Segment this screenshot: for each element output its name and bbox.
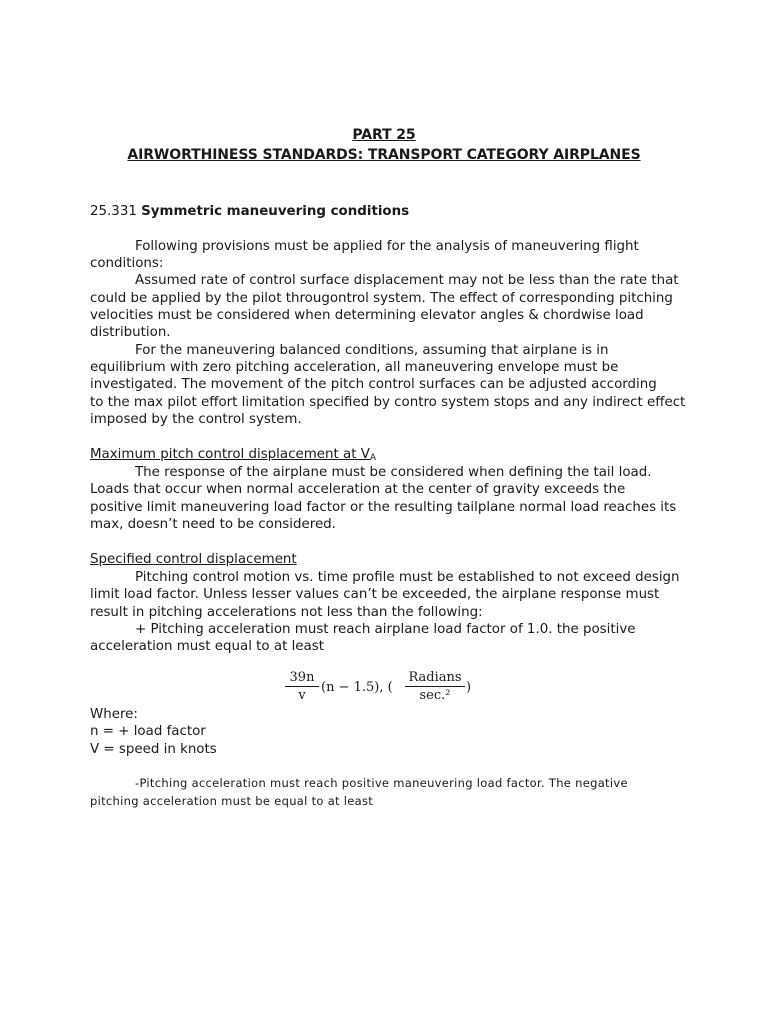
- subheading-specified-control: Specified control displacement: [90, 552, 297, 567]
- section-title: Symmetric maneuvering conditions: [141, 204, 410, 219]
- bullet-line: acceleration must equal to at least: [90, 639, 324, 654]
- paragraph-line: positive limit maneuvering load factor or the resulting tailplane normal load reaches its: [90, 500, 677, 515]
- paragraph-line: distribution.: [90, 325, 171, 340]
- definition-n: n = + load factor: [90, 724, 206, 739]
- section-number: 25.331: [90, 204, 137, 219]
- formula-middle: (n − 1.5), (: [321, 680, 393, 695]
- intro-line: Following provisions must be applied for the analysis of maneuvering flight: [135, 239, 639, 254]
- document-title: AIRWORTHINESS STANDARDS: TRANSPORT CATEGORY AIRPLANES: [127, 147, 641, 163]
- subheading-max-pitch: Maximum pitch control displacement at $V_A$: [90, 447, 377, 463]
- paragraph-line: could be applied by the pilot througontrol system. The effect of corresponding pitching: [90, 291, 673, 306]
- where-label: Where:: [90, 707, 138, 722]
- bullet-line: pitching acceleration must be equal to at least: [90, 794, 374, 808]
- paragraph-line: equilibrium with zero pitching acceleration, all maneuvering envelope must be: [90, 360, 619, 375]
- paragraph-line: max, doesn’t need to be considered.: [90, 517, 336, 532]
- paragraph-line: imposed by the control system.: [90, 412, 302, 427]
- paragraph-line: result in pitching accelerations not less than the following:: [90, 605, 483, 620]
- intro-line: conditions:: [90, 256, 164, 271]
- paragraph-line: Loads that occur when normal acceleration at the center of gravity exceeds the: [90, 482, 626, 497]
- paragraph-line: The response of the airplane must be considered when defining the tail load.: [135, 465, 652, 480]
- paragraph-line: Assumed rate of control surface displacement may not be less than the rate that: [135, 273, 679, 288]
- bullet-line: + Pitching acceleration must reach airplane load factor of 1.0. the positive: [135, 622, 636, 637]
- formula-fraction-2: Radians sec.²: [405, 670, 465, 703]
- section-heading: [90, 203, 409, 220]
- paragraph-line: limit load factor. Unless lesser values can’t be exceeded, the airplane response must: [90, 587, 660, 602]
- paragraph-line: investigated. The movement of the pitch control surfaces can be adjusted according: [90, 377, 657, 392]
- part-heading: PART 25: [352, 127, 416, 143]
- formula-fraction-1: 39n v: [285, 670, 319, 703]
- paragraph-line: Pitching control motion vs. time profile must be established to not exceed design: [135, 570, 680, 585]
- paragraph-line: to the max pilot effort limitation specified by contro system stops and any indirect effect: [90, 395, 686, 410]
- pitching-acceleration-formula: [285, 670, 485, 710]
- bullet-line: -Pitching acceleration must reach positive maneuvering load factor. The negative: [135, 776, 628, 790]
- paragraph-line: velocities must be considered when determining elevator angles & chordwise load: [90, 308, 644, 323]
- formula-close: ): [466, 680, 472, 695]
- paragraph-line: For the maneuvering balanced conditions, assuming that airplane is in: [135, 343, 609, 358]
- definition-v: V = speed in knots: [90, 742, 217, 757]
